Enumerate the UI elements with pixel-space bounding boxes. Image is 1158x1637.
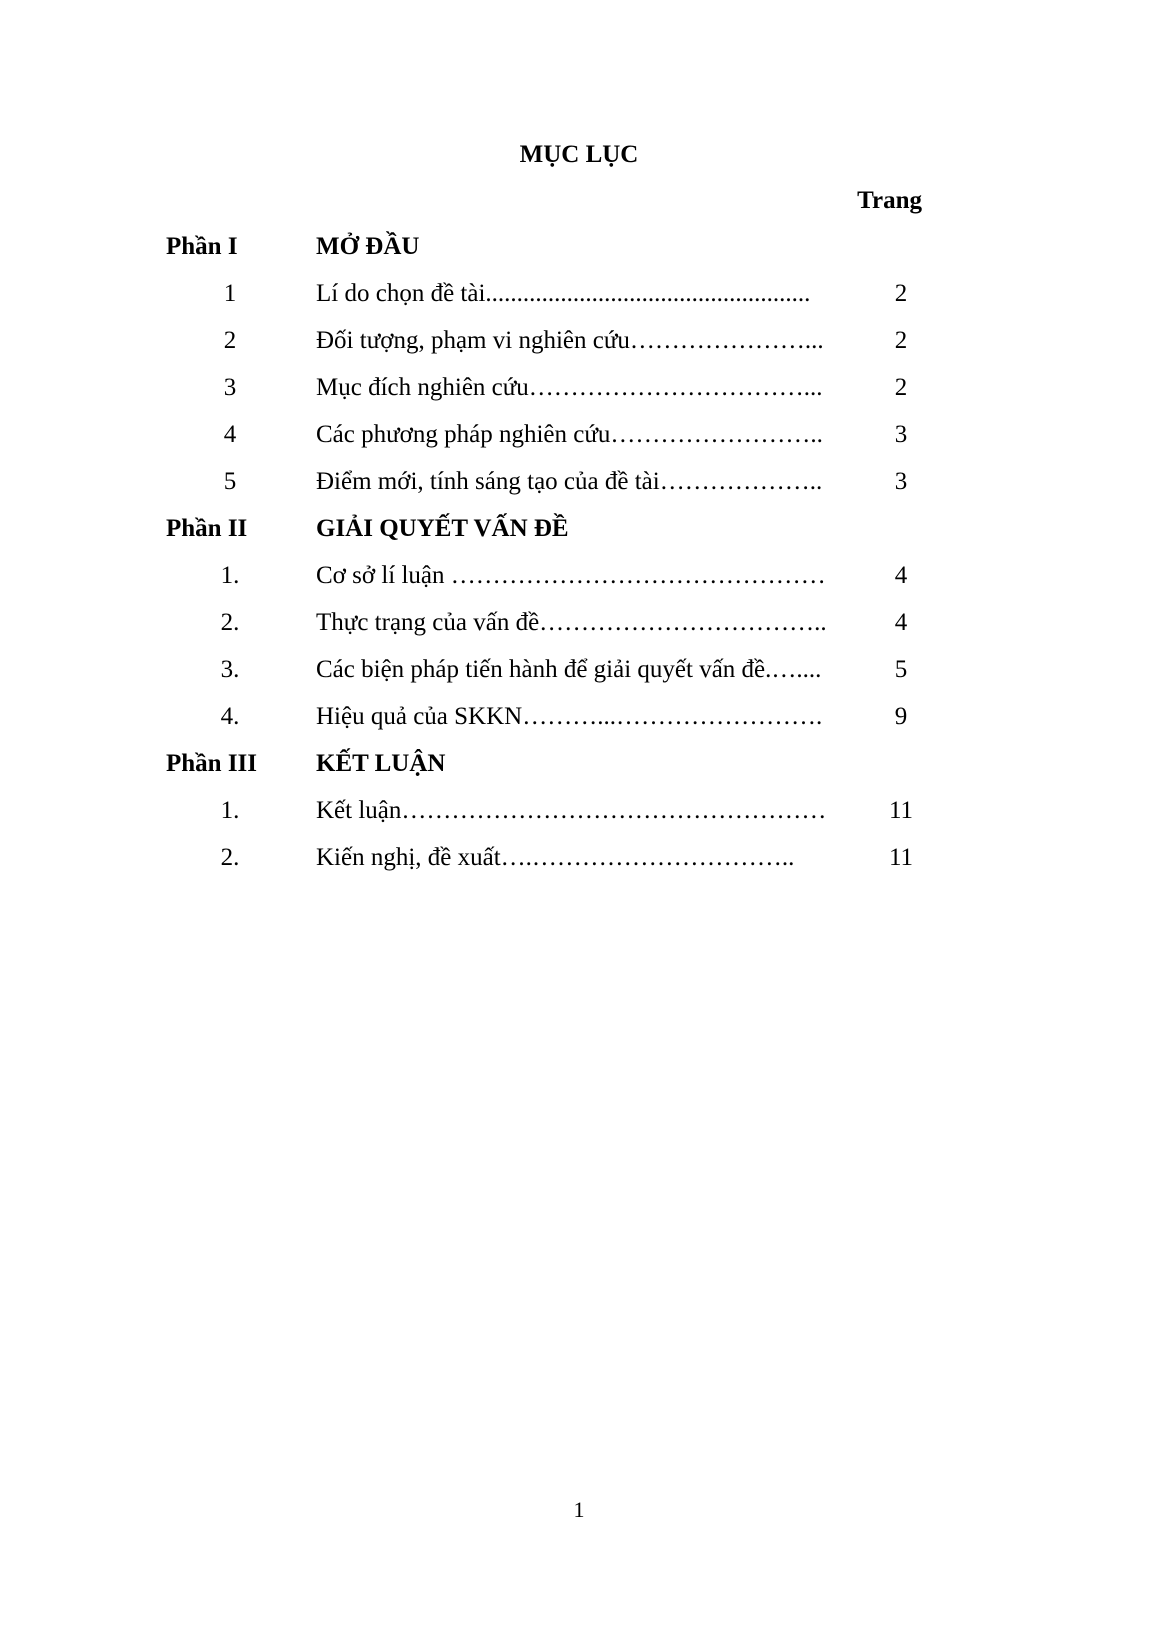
toc-entry — [0, 373, 1158, 420]
toc-entry — [0, 702, 1158, 749]
toc-entry — [0, 467, 1158, 514]
entry-title: Điểm mới, tính sáng tạo của đề tài……………….. — [316, 468, 823, 495]
toc-entry — [0, 796, 1158, 843]
entry-page: 5 — [894, 656, 908, 683]
entry-page: 2 — [894, 280, 908, 307]
entry-title: Thực trạng của vấn đề…………………………….. — [316, 609, 827, 636]
entry-title: Các biện pháp tiến hành để giải quyết vấn đề.….... — [316, 656, 822, 683]
section-title: KẾT LUẬN — [316, 750, 446, 777]
entry-number: 5 — [223, 468, 237, 495]
entry-number: 3 — [223, 374, 237, 401]
entry-title: Đối tượng, phạm vi nghiên cứu…………………... — [316, 327, 824, 354]
entry-number: 2. — [220, 609, 240, 636]
entry-page: 11 — [888, 797, 914, 824]
section-row — [0, 514, 1158, 561]
entry-page: 2 — [894, 374, 908, 401]
entry-page: 11 — [888, 844, 914, 871]
entry-page: 3 — [894, 468, 908, 495]
section-label: Phần II — [166, 515, 248, 542]
toc-entry — [0, 561, 1158, 608]
entry-page: 2 — [894, 327, 908, 354]
entry-number: 4. — [220, 703, 240, 730]
entry-page: 9 — [894, 703, 908, 730]
entry-title: Cơ sở lí luận ……………………………………… — [316, 562, 826, 589]
entry-number: 2 — [223, 327, 237, 354]
entry-page: 3 — [894, 421, 908, 448]
toc-entry — [0, 420, 1158, 467]
entry-number: 2. — [220, 844, 240, 871]
toc-entry — [0, 608, 1158, 655]
section-row — [0, 749, 1158, 796]
entry-number: 1. — [220, 562, 240, 589]
section-label: Phần I — [166, 233, 238, 260]
entry-number: 1. — [220, 797, 240, 824]
entry-title: Lí do chọn đề tài.................................................... — [316, 280, 811, 307]
toc-entry — [0, 279, 1158, 326]
entry-title: Kết luận…………………………………………… — [316, 797, 827, 824]
entry-title: Hiệu quả của SKKN………...……………………. — [316, 703, 823, 730]
section-title: GIẢI QUYẾT VẤN ĐỀ — [316, 515, 569, 542]
toc-entry — [0, 843, 1158, 890]
table-of-contents — [0, 232, 1158, 890]
entry-title: Kiến nghị, đề xuất….………………………….. — [316, 844, 795, 871]
page-column-header: Trang — [857, 187, 922, 214]
entry-number: 4 — [223, 421, 237, 448]
page-number: 1 — [573, 1497, 585, 1522]
entry-title: Mục đích nghiên cứu……………………………... — [316, 374, 823, 401]
section-row — [0, 232, 1158, 279]
toc-entry — [0, 326, 1158, 373]
entry-number: 1 — [223, 280, 237, 307]
entry-page: 4 — [894, 562, 908, 589]
entry-title: Các phương pháp nghiên cứu…………………….. — [316, 421, 823, 448]
section-label: Phần III — [166, 750, 258, 777]
entry-number: 3. — [220, 656, 240, 683]
toc-title: MỤC LỤC — [519, 141, 639, 168]
toc-entry — [0, 655, 1158, 702]
section-title: MỞ ĐẦU — [316, 233, 420, 260]
entry-page: 4 — [894, 609, 908, 636]
